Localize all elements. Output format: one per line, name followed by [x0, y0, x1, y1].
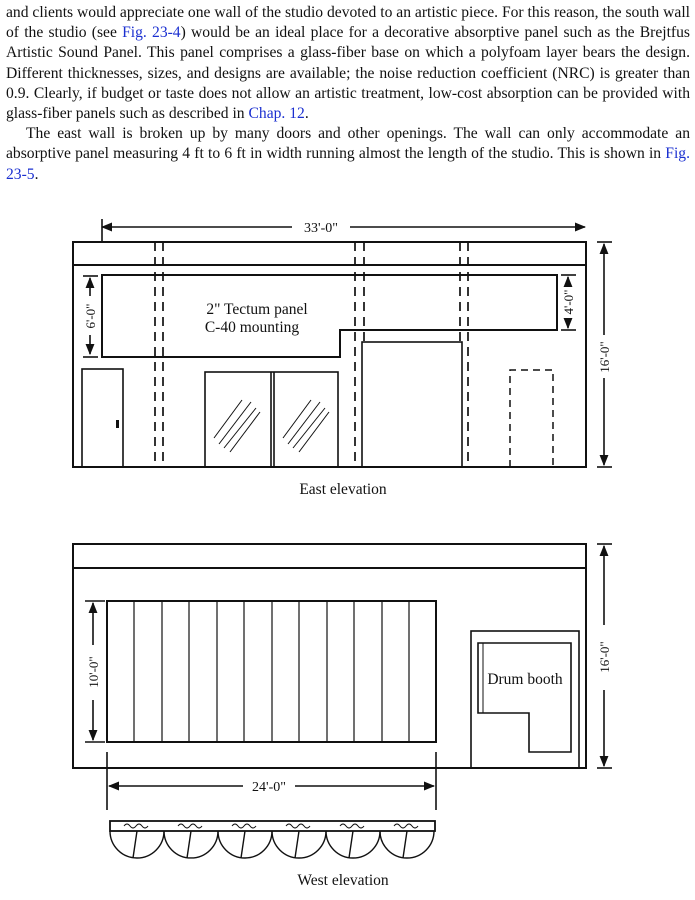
west-elevation: [73, 544, 612, 858]
left-door: [82, 369, 123, 467]
west-left-height-label: 10'-0": [86, 656, 101, 688]
drum-booth-plan: [478, 643, 571, 752]
door-handle: [116, 420, 119, 428]
west-wall-outline: [73, 544, 586, 768]
text-run: ) would be an ideal place for a decorative absorptive panel such as the Brejtfus Artistic Sound Panel. This panel comprises a glass-fiber base on which a polyfoam layer bears the design. Different thicknesses, sizes, and designs are available; the noise reduction coefficient (NRC) is greater than 0.9. Clearly, if budget or taste does not allow an artistic treatment, low-cost absorption can be provided with glass-fiber panels such as described in: [6, 24, 690, 123]
fig-23-4-link[interactable]: Fig. 23-4: [122, 24, 181, 42]
west-total-height-label: 16'-0": [597, 641, 612, 673]
center-opening: [362, 342, 462, 467]
text-run: .: [304, 105, 309, 123]
east-caption: East elevation: [299, 481, 387, 498]
drum-booth-opening: [471, 631, 579, 768]
left-height-label: 6'-0": [83, 303, 98, 329]
right-dashed-door: [510, 370, 553, 467]
text-run: The east wall is broken up by many doors and other openings. The wall can only accommodate an absorptive panel measuring 4 ft to 6 ft in width running almost the length of the studio. This is shown in: [6, 125, 690, 163]
total-height-label: 16'-0": [597, 341, 612, 373]
tectum-panel: [102, 275, 557, 357]
strip-squiggles: [124, 824, 418, 828]
west-width-label: 24'-0": [252, 780, 286, 795]
panel-label-line2: C-40 mounting: [204, 319, 300, 336]
panel-dividers: [134, 601, 409, 742]
west-caption: West elevation: [297, 872, 389, 889]
diffuser-segments: [110, 831, 434, 858]
fig-23-5-link[interactable]: Fig. 23-5: [6, 145, 690, 183]
drum-booth-label: Drum booth: [487, 671, 563, 688]
east-elevation: [73, 219, 612, 467]
text-run: .: [34, 165, 39, 183]
text-run: and clients would appreciate one wall of the studio devoted to an artistic piece. For this reason, the south wall of the studio (see: [6, 4, 690, 42]
west-labels: [86, 641, 612, 889]
right-panel-label: 4'-0": [561, 289, 576, 315]
panel-label-line1: 2" Tectum panel: [206, 301, 308, 318]
east-width-label: 33'-0": [304, 221, 338, 236]
plan-strip: [110, 821, 435, 831]
chap-12-link[interactable]: Chap. 12: [248, 105, 305, 123]
